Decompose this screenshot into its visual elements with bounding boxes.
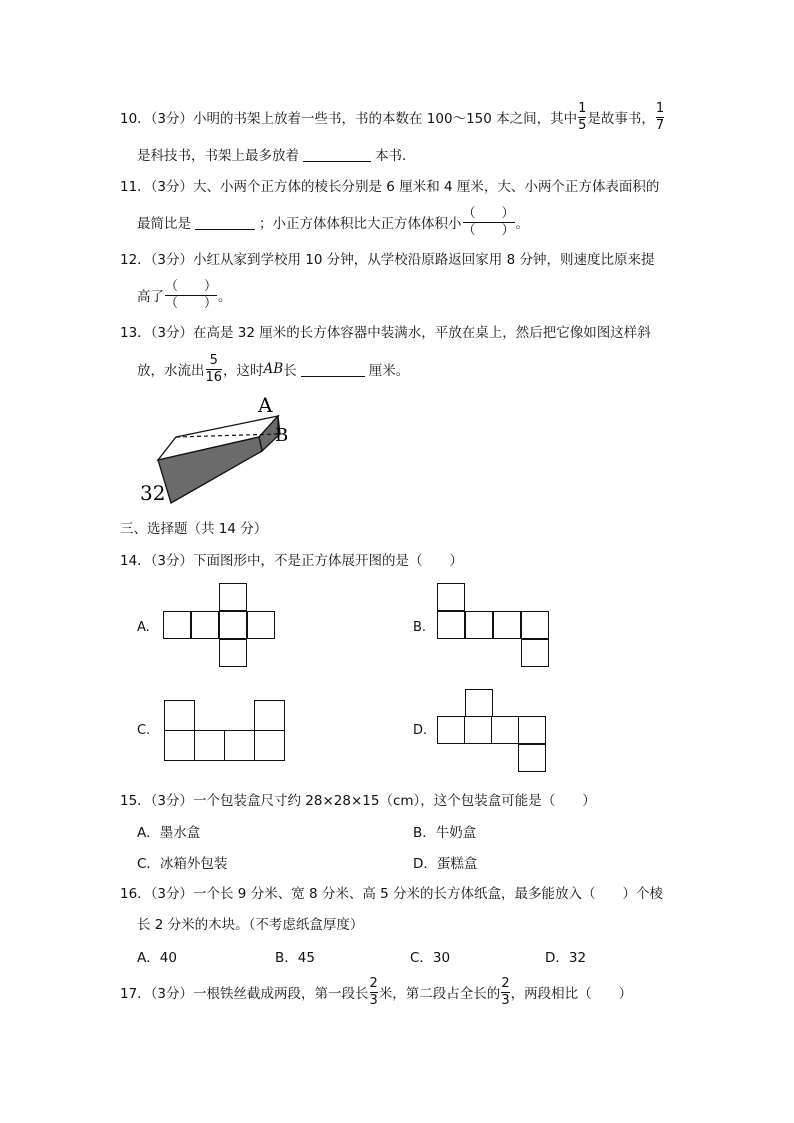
net-square xyxy=(164,700,195,731)
q15-text: 15．（3分）一个包装盒尺寸约 28×28×15（cm），这个包装盒可能是（ ） xyxy=(120,793,596,809)
q17-fraction-1-num: 2 xyxy=(369,975,378,991)
net-square xyxy=(464,716,492,744)
net-square xyxy=(437,583,465,611)
q16-text-2: 长 2 分米的木块。（不考虑纸盒厚度） xyxy=(137,917,364,933)
q14-option-a-label[interactable]: A. xyxy=(137,620,150,635)
q17-fraction-1-den: 3 xyxy=(369,992,378,1008)
q14-option-d-label[interactable]: D. xyxy=(413,723,428,738)
net-square xyxy=(254,730,285,761)
q12-line1 xyxy=(120,247,654,269)
q12-fraction-blank[interactable] xyxy=(165,279,217,312)
q12-fraction-num: （ ） xyxy=(165,278,218,294)
q14-option-c-label[interactable]: C. xyxy=(137,723,151,738)
net-square xyxy=(194,730,225,761)
net-square xyxy=(521,611,549,639)
q14-option-b-net[interactable] xyxy=(437,583,551,669)
net-square xyxy=(465,689,493,717)
q12-text-2: 高了 xyxy=(137,289,164,305)
q16-text-1: 16．（3分）一个长 9 分米、宽 8 分米、高 5 分米的长方体纸盒，最多能放入（ ）个棱 xyxy=(120,886,664,902)
tilted-box-figure xyxy=(138,390,298,508)
net-square xyxy=(465,611,493,639)
label-b: B xyxy=(275,425,289,446)
q13-text-3: ，这时 xyxy=(223,363,264,379)
net-square xyxy=(491,716,519,744)
q14-option-d-net[interactable] xyxy=(437,689,549,773)
net-square xyxy=(164,730,195,761)
q16-line1 xyxy=(120,881,663,903)
q10-text-3: 是科技书，书架上最多放着 xyxy=(137,148,299,164)
q11-text-4: 。 xyxy=(515,216,530,232)
q17-fraction-2-num: 2 xyxy=(501,975,510,991)
section-3-heading xyxy=(120,516,267,538)
q12-line2 xyxy=(137,278,232,311)
q17-text-1: 17．（3分）一根铁丝截成两段，第一段长 xyxy=(120,986,369,1002)
q13-text-2: 放，水流出 xyxy=(137,363,205,379)
q17-fraction-2 xyxy=(501,976,509,1009)
q13-fraction xyxy=(206,353,223,386)
q15-option-a[interactable]: A．墨水盒 xyxy=(137,825,201,841)
net-square xyxy=(247,611,275,639)
q14-line xyxy=(120,548,463,570)
q13-text-1: 13．（3分）在高是 32 厘米的长方体容器中装满水，平放在桌上，然后把它像如图这样斜 xyxy=(120,325,651,341)
q13-fraction-den: 16 xyxy=(205,369,223,385)
q14-text: 14．（3分）下面图形中，不是正方体展开图的是（ ） xyxy=(120,553,464,569)
q13-ab-label: AB xyxy=(263,361,284,377)
q13-fraction-num: 5 xyxy=(209,352,218,368)
q16-option-d[interactable]: D．32 xyxy=(545,950,587,966)
net-square xyxy=(191,611,219,639)
q11-text-2: 最简比是 xyxy=(137,216,191,232)
q17-fraction-1 xyxy=(370,976,378,1009)
q11-fraction-blank[interactable] xyxy=(463,206,515,239)
q15-line xyxy=(120,788,596,810)
label-a: A xyxy=(258,393,273,417)
q12-fraction-den: （ ） xyxy=(165,295,218,311)
q11-fraction-den: （ ） xyxy=(462,222,515,238)
q13-line2 xyxy=(137,352,410,385)
q10-answer-blank[interactable] xyxy=(303,147,371,162)
q10-fraction-1 xyxy=(578,101,586,134)
q10-line1 xyxy=(120,100,665,133)
q10-fraction-2-den: 7 xyxy=(655,117,665,133)
q10-fraction-1-den: 5 xyxy=(578,117,587,133)
q13-line1 xyxy=(120,320,651,342)
net-square xyxy=(521,639,549,667)
net-square xyxy=(224,730,255,761)
q15-option-c[interactable]: C．冰箱外包装 xyxy=(137,856,228,872)
q17-line xyxy=(120,975,633,1008)
net-square xyxy=(219,611,247,639)
q11-line1 xyxy=(120,174,659,196)
q17-fraction-2-den: 3 xyxy=(501,992,510,1008)
q13-text-4: 长 xyxy=(283,363,297,379)
q14-option-c-net[interactable] xyxy=(164,700,286,762)
q16-option-c[interactable]: C．30 xyxy=(410,950,451,966)
q10-line2 xyxy=(137,143,416,165)
q11-answer-blank[interactable] xyxy=(195,215,255,230)
q10-fraction-2-num: 1 xyxy=(655,100,665,116)
q15-option-d[interactable]: D．蛋糕盒 xyxy=(413,856,478,872)
net-square xyxy=(437,716,465,744)
q11-text-3: ；小正方体体积比大正方体体积小 xyxy=(259,216,462,232)
q14-option-a-net[interactable] xyxy=(163,583,277,669)
label-height-32: 32 xyxy=(140,481,166,505)
net-square xyxy=(493,611,521,639)
net-square xyxy=(518,744,546,772)
q11-line2 xyxy=(137,205,530,238)
q17-text-2: 米，第二段占全长的 xyxy=(378,986,501,1002)
q10-text-4: 本书． xyxy=(375,148,416,164)
q13-text-5: 厘米。 xyxy=(368,363,410,379)
net-square xyxy=(518,716,546,744)
q10-text-2: 是故事书， xyxy=(587,111,655,127)
q15-option-b[interactable]: B．牛奶盒 xyxy=(413,825,477,841)
q16-option-a[interactable]: A．40 xyxy=(137,950,177,966)
net-square xyxy=(437,611,465,639)
q10-fraction-2 xyxy=(656,101,664,134)
q11-fraction-num: （ ） xyxy=(462,205,515,221)
q12-text-1: 12．（3分）小红从家到学校用 10 分钟，从学校沿原路返回家用 8 分钟，则速度比原来提 xyxy=(120,252,655,268)
q13-answer-blank[interactable] xyxy=(301,362,365,377)
q10-text-1: 10．（3分）小明的书架上放着一些书，书的本数在 100～150 本之间，其中 xyxy=(120,111,578,127)
net-square xyxy=(254,700,285,731)
section-3-title: 三、选择题（共 14 分） xyxy=(120,521,268,537)
net-square xyxy=(163,611,191,639)
q11-text-1: 11．（3分）大、小两个正方体的棱长分别是 6 厘米和 4 厘米，大、小两个正方体表面积的 xyxy=(120,179,660,195)
q10-fraction-1-num: 1 xyxy=(578,100,587,116)
q14-option-b-label[interactable]: B. xyxy=(413,620,427,635)
net-square xyxy=(219,583,247,611)
net-square xyxy=(219,639,247,667)
q12-text-3: 。 xyxy=(218,289,232,305)
q16-option-b[interactable]: B．45 xyxy=(275,950,315,966)
q17-text-3: ，两段相比（ ） xyxy=(510,986,633,1002)
q16-line2 xyxy=(137,912,363,934)
